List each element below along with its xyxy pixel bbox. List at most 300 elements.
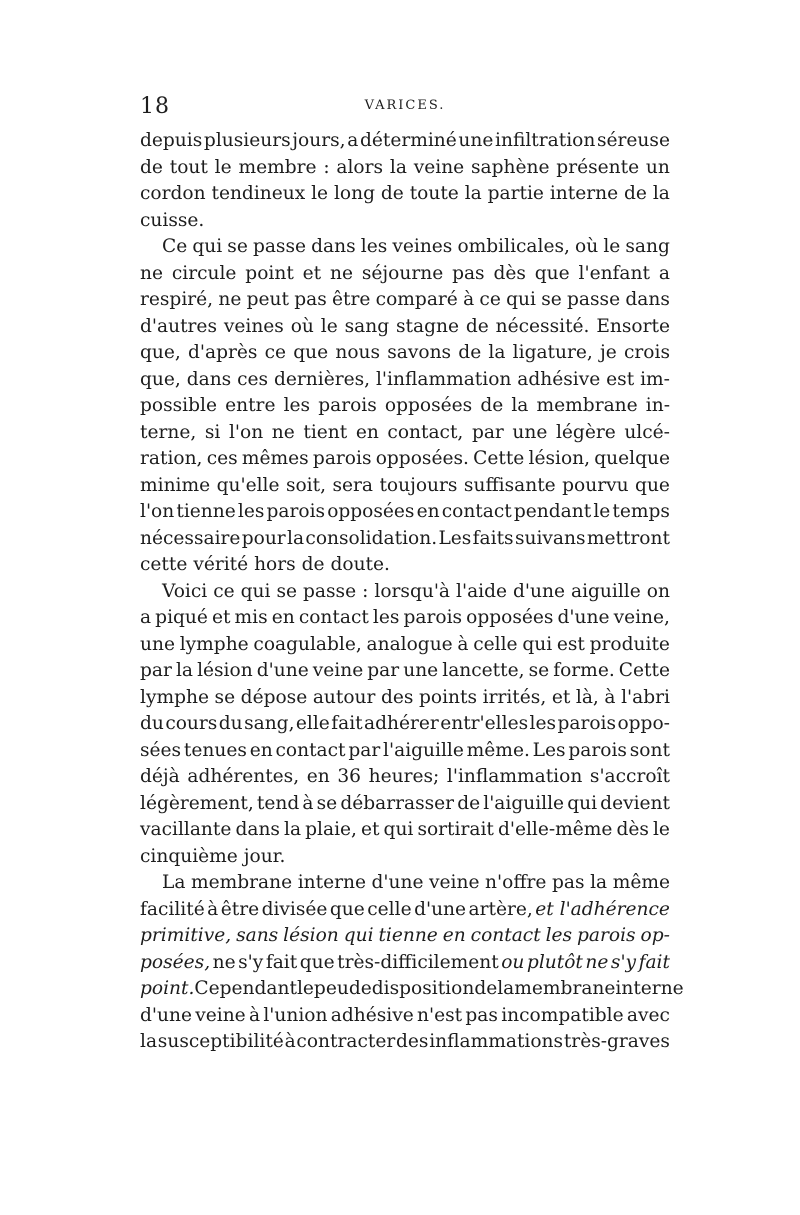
word: veine [429,872,480,893]
word: La [162,872,186,893]
word: des [395,1031,429,1052]
word: plaie, [305,819,357,840]
word: une [512,421,548,443]
word: dépose [240,686,308,708]
word: crois [624,342,670,363]
text-line [140,367,670,394]
word: que, [140,342,181,363]
word: membrane [514,978,616,999]
word: se [528,660,550,681]
word: entre [225,395,276,416]
text-line [140,261,670,288]
word: analogue [366,633,453,655]
word: légèrement, [140,792,254,814]
word: membrane [536,395,638,416]
text-line [140,287,670,314]
text-line [140,632,670,659]
word: nécessité. [495,315,590,337]
word: dans [625,289,670,310]
word: les [372,607,400,628]
word: peu [313,978,349,999]
word: piqué [155,607,208,628]
word: la [464,183,482,204]
word: le [603,236,621,257]
word: l'on [140,501,175,522]
word: adhésive [330,1004,414,1026]
word: Ensorte [596,315,670,337]
word: celle [367,898,412,920]
word: dans [186,368,232,390]
word: d'une [371,872,424,893]
word: temps [612,501,670,522]
word: la [590,872,608,893]
word: qui [240,580,271,602]
word: a [140,607,152,628]
word: que [329,898,365,920]
word: : [362,580,369,602]
word: présente [556,156,640,178]
word: de [624,183,647,204]
word: les [360,236,388,257]
word: parois [577,925,636,946]
word: im- [640,368,670,390]
text-line [140,844,670,871]
word: un [645,156,670,178]
word: lésion [283,925,339,946]
word: ombilicales, [457,236,570,257]
word: en [249,739,273,761]
word: interne [615,978,684,999]
word: point [245,262,294,284]
word: passe [252,236,307,257]
word: point. [140,978,195,999]
word: parois [403,607,463,628]
word: saphène [470,156,550,178]
word: d'une [557,607,610,628]
word: pas [452,262,485,284]
word: op- [640,925,670,946]
text-line [140,234,670,261]
word: cordon [140,183,206,204]
word: séreuse [596,130,670,151]
word: Cette [618,660,670,681]
word: partie [487,183,544,204]
word: je [600,342,617,363]
word: être [220,898,260,920]
word: adhérentes, [187,766,300,787]
word: où [290,315,314,337]
word: là, [575,686,599,708]
word: passe [567,289,621,310]
word: déterminé [359,130,457,151]
text-line [140,897,670,924]
word: celle [473,633,518,655]
word: de [140,156,163,178]
text-line [140,340,670,367]
text-line [140,658,670,685]
word: se [227,236,248,257]
word: en [416,501,440,522]
word: tienne [378,925,438,946]
word: a [347,130,359,151]
word: l'abri [621,686,670,708]
word: de [465,315,489,337]
word: d'après [188,342,258,363]
word: interne [549,183,619,204]
word: s'y [610,951,637,973]
word: mêmes [241,448,309,469]
word: adhérer [364,713,439,734]
word: fait [265,951,298,973]
word: comparé [375,289,458,310]
word: ces [206,448,238,469]
text-line [140,976,684,1003]
word: sont [629,739,670,761]
word: aiguille [571,580,641,602]
word: irrités, [482,686,547,708]
word: l'on [228,421,264,443]
word: débarrasser [340,792,455,814]
word: du [218,713,243,734]
word: dernières, [274,368,371,390]
word: Les [438,527,472,549]
word: in- [645,395,670,416]
word: oppo- [617,713,670,734]
word: la [497,978,515,999]
word: forme. [553,660,615,681]
word: l'enfant [578,262,650,284]
word: très-graves [563,1031,670,1052]
word: lymphe [140,686,209,708]
word: n'est [417,1004,463,1026]
text-line [140,791,670,818]
word: contact, [387,421,464,443]
word: est [606,368,635,390]
word: divisée [261,898,328,920]
word: par [348,739,381,761]
word: qui [506,289,536,310]
text-line [140,711,670,738]
word: ou [501,951,525,973]
word: contact [275,739,346,761]
word: ration, [140,448,203,469]
word: se [541,289,562,310]
word: que [534,262,570,284]
word: la [140,1031,158,1052]
word: que, [140,368,181,390]
word: déjà [140,766,180,787]
word: de [348,978,372,999]
text-line [140,1003,670,1030]
word: ce [213,580,235,602]
word: toute [409,183,459,204]
word: Les [532,739,566,761]
word: nous [335,342,381,363]
word: veine [195,1004,246,1026]
word: hors [254,554,296,575]
word: cette [140,554,188,575]
word: sang [344,315,390,337]
word: posées, [140,951,211,973]
word: cuisse. [140,209,205,231]
word: inflammations [429,1031,564,1052]
word: coagulable, [253,633,362,655]
word: l'aiguille [483,792,565,814]
word: faits [472,527,514,549]
word: depuis [140,130,203,151]
text-line [140,870,670,897]
text-line [140,1029,670,1056]
word: Cependant [194,978,297,999]
text-line [140,393,670,420]
word: opposées. [375,448,469,469]
word: fait [331,713,363,734]
text-line [140,552,670,579]
word: les [545,925,573,946]
word: les [283,395,311,416]
word: d'autres [140,315,217,337]
word: ulcé- [624,421,670,443]
word: s'accroît [589,766,670,787]
text-line [140,473,670,500]
word: à [302,792,314,814]
word: nécessaire [140,527,241,549]
word: la [511,395,529,416]
word: tienne [176,501,236,522]
text-line [140,579,670,606]
text-line [140,685,670,712]
text-line [140,314,670,341]
word: le [593,501,611,522]
word: si [204,421,221,443]
word: parois [318,395,377,416]
word: à [284,1031,296,1052]
word: jours, [292,130,346,151]
word: de [480,395,504,416]
word: l'aiguille [383,739,464,761]
word: qu'elle [216,474,280,496]
word: en [442,925,466,946]
word: le [320,315,338,337]
text-line [140,208,670,235]
word: veine [413,156,465,178]
word: que [635,474,670,496]
word: qui [192,236,223,257]
word: passe [303,580,357,602]
word: contact [470,925,541,946]
text-line [140,738,670,765]
word: susceptibilité [157,1031,284,1052]
word: lésion [197,660,253,681]
word: elle [295,713,330,734]
word: qui [343,925,374,946]
word: a [658,262,670,284]
word: peut [246,289,289,310]
word: primitive, [140,925,232,946]
word: ne [218,289,242,310]
word: quelque [594,448,670,469]
word: cours [165,713,218,734]
word: dès [616,819,649,840]
word: à [604,686,616,708]
word: doute. [330,554,390,575]
word: lorsqu'à [374,580,451,602]
word: sées [140,739,182,761]
word: l'union [263,1004,328,1026]
word: 36 [337,766,362,787]
word: veine [312,660,364,681]
word: veine, [613,607,670,628]
word: du [140,713,164,734]
word: une [403,660,439,681]
word: des [380,686,414,708]
word: le [311,183,329,204]
text-line [140,181,670,208]
word: cinquième [140,845,238,867]
word: le [652,819,670,840]
text-line [140,950,670,977]
word: d'elle-même [497,819,613,840]
word: tient [303,421,348,443]
word: on [646,580,670,602]
word: qui [383,819,414,840]
word: l'aide [456,580,508,602]
word: incompatible [501,1004,624,1026]
word: entr'elles [440,713,529,734]
word: dans [311,236,356,257]
word: de [380,183,404,204]
word: très-difficilement [337,951,499,973]
word: ce [479,289,501,310]
word: s'y [238,951,264,973]
word: d'une [256,660,309,681]
word: soit, [285,474,327,496]
word: et [551,686,571,708]
word: d'une [140,1004,192,1026]
word: vérité [193,554,249,575]
word: veines [223,315,284,337]
word: : [323,156,330,178]
text-line [140,446,670,473]
text-line [140,923,670,950]
word: veines [392,236,453,257]
word: la [287,527,305,549]
word: disposition [371,978,475,999]
word: en [271,607,295,628]
text-line [140,128,670,155]
word: pas [465,1004,498,1026]
running-title: VARICES. [364,98,446,113]
word: sera [332,474,373,496]
word: possible [140,395,217,416]
word: opposées [466,607,554,628]
word: autour [312,686,376,708]
word: pour [241,527,286,549]
word: la [175,660,193,681]
word: où [575,236,599,257]
word: suivans [514,527,586,549]
word: de [457,792,481,814]
word: heures; [368,766,440,787]
word: terne, [140,421,197,443]
word: de [458,342,482,363]
word: tendineux [211,183,306,204]
word: parois [312,448,372,469]
word: séjourne [361,262,444,284]
word: adhésive [517,368,601,390]
word: pourvu [562,474,629,496]
word: infiltration [495,130,596,151]
word: être [332,289,371,310]
word: fait [638,951,670,973]
text-line [140,420,670,447]
word: qui [522,633,553,655]
word: sortirait [417,819,494,840]
word: plusieurs [203,130,291,151]
word: minime [140,474,211,496]
word: et [302,262,322,284]
word: facilité [140,898,205,920]
text-line [140,605,670,632]
word: se [214,686,236,708]
word: avec [626,1004,670,1026]
word: la [652,183,670,204]
word: jour. [243,845,286,867]
word: lancette, [442,660,525,681]
word: ces [237,368,269,390]
word: que [299,951,335,973]
word: contact [298,607,369,628]
word: devient [600,792,670,814]
text-line [140,526,670,553]
word: et l'adhérence [535,898,670,920]
word: ne [330,262,353,284]
word: est [556,633,585,655]
word: et [361,819,380,840]
word: à [457,633,469,655]
word: Cette [473,448,525,469]
word: tend [256,792,300,814]
word: de [474,978,498,999]
word: Ce [162,236,188,257]
word: tenues [183,739,247,761]
word: suffisante [463,474,556,496]
word: qui [567,792,598,814]
word: l'inflammation [375,368,512,390]
word: le [214,156,232,178]
word: par [471,421,504,443]
word: long [333,183,375,204]
word: opposées [384,395,473,416]
word: et [211,607,231,628]
word: parois [557,713,617,734]
word: alors [336,156,384,178]
word: ne [271,421,295,443]
word: membre [238,156,317,178]
word: contracter [296,1031,396,1052]
word: même [612,872,670,893]
word: pas [552,872,585,893]
word: lymphe [179,633,249,655]
word: lésion, [528,448,591,469]
word: les [237,501,265,522]
word: contact [441,501,512,522]
word: en [355,421,379,443]
text-line [140,764,670,791]
word: en [306,766,330,787]
word: par [140,660,172,681]
word: le [296,978,314,999]
